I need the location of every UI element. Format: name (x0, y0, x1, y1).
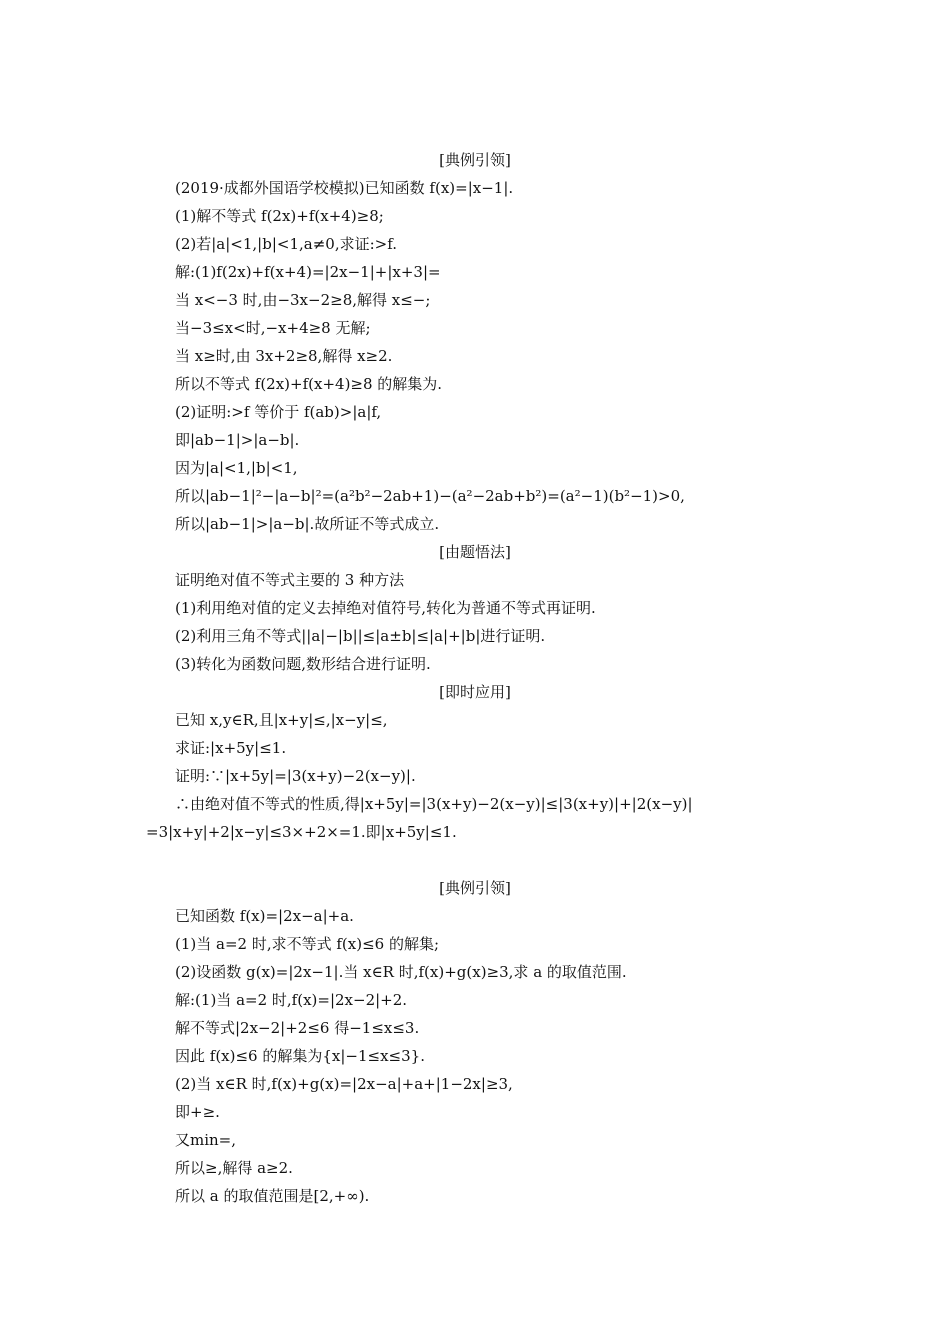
problem-part-2: (2)若|a|<1,|b|<1,a≠0,求证:>f. (175, 235, 397, 253)
solution-line: 当 x<−3 时,由−3x−2≥8,解得 x≤−; (175, 291, 431, 309)
solution-line: 所以|ab−1|²−|a−b|²=(a²b²−2ab+1)−(a²−2ab+b²)=(a²−1)(b²−1)>0, (175, 487, 685, 505)
application-line: 已知 x,y∈R,且|x+y|≤,|x−y|≤, (175, 711, 388, 729)
problem-statement: 已知函数 f(x)=|2x−a|+a. (175, 907, 354, 925)
problem-part-1: (1)当 a=2 时,求不等式 f(x)≤6 的解集; (175, 935, 440, 953)
section-heading-example-1: [典例引领] (439, 151, 511, 169)
solution-line: 当 x≥时,由 3x+2≥8,解得 x≥2. (175, 347, 393, 365)
application-line-continuation: =3|x+y|+2|x−y|≤3×+2×=1.即|x+5y|≤1. (146, 823, 457, 841)
solution-line: 因为|a|<1,|b|<1, (175, 459, 298, 477)
solution-line: 所以|ab−1|>|a−b|.故所证不等式成立. (175, 515, 440, 533)
application-line: 证明:∵|x+5y|=|3(x+y)−2(x−y)|. (175, 767, 416, 785)
solution-line: 所以不等式 f(2x)+f(x+4)≥8 的解集为. (175, 375, 443, 393)
solution-line: 解:(1)当 a=2 时,f(x)=|2x−2|+2. (175, 991, 408, 1009)
problem-statement: (2019·成都外国语学校模拟)已知函数 f(x)=|x−1|. (175, 179, 514, 197)
method-line: (1)利用绝对值的定义去掉绝对值符号,转化为普通不等式再证明. (175, 599, 596, 617)
application-line: 求证:|x+5y|≤1. (175, 739, 287, 757)
solution-line: (2)当 x∈R 时,f(x)+g(x)=|2x−a|+a+|1−2x|≥3, (175, 1075, 513, 1093)
problem-part-1: (1)解不等式 f(2x)+f(x+4)≥8; (175, 207, 384, 225)
solution-line: 当−3≤x<时,−x+4≥8 无解; (175, 319, 371, 337)
solution-line: 所以 a 的取值范围是[2,+∞). (175, 1187, 370, 1205)
method-line: (2)利用三角不等式||a|−|b||≤|a±b|≤|a|+|b|进行证明. (175, 627, 546, 645)
solution-line: 即|ab−1|>|a−b|. (175, 431, 300, 449)
solution-line: 又min=, (175, 1131, 237, 1149)
solution-line: (2)证明:>f 等价于 f(ab)>|a|f, (175, 403, 382, 421)
problem-part-2: (2)设函数 g(x)=|2x−1|.当 x∈R 时,f(x)+g(x)≥3,求 a 的取值范围. (175, 963, 627, 981)
solution-line: 解不等式|2x−2|+2≤6 得−1≤x≤3. (175, 1019, 420, 1037)
section-heading-application: [即时应用] (439, 683, 511, 701)
solution-line: 即+≥. (175, 1103, 220, 1121)
application-line: ∴由绝对值不等式的性质,得|x+5y|=|3(x+y)−2(x−y)|≤|3(x+y)|+|2(x−y)| (175, 795, 693, 813)
section-heading-method: [由题悟法] (439, 543, 511, 561)
method-line: 证明绝对值不等式主要的 3 种方法 (175, 571, 405, 589)
method-line: (3)转化为函数问题,数形结合进行证明. (175, 655, 431, 673)
solution-line: 因此 f(x)≤6 的解集为{x|−1≤x≤3}. (175, 1047, 425, 1065)
solution-line: 所以≥,解得 a≥2. (175, 1159, 293, 1177)
section-heading-example-2: [典例引领] (439, 879, 511, 897)
solution-line: 解:(1)f(2x)+f(x+4)=|2x−1|+|x+3|= (175, 263, 441, 281)
